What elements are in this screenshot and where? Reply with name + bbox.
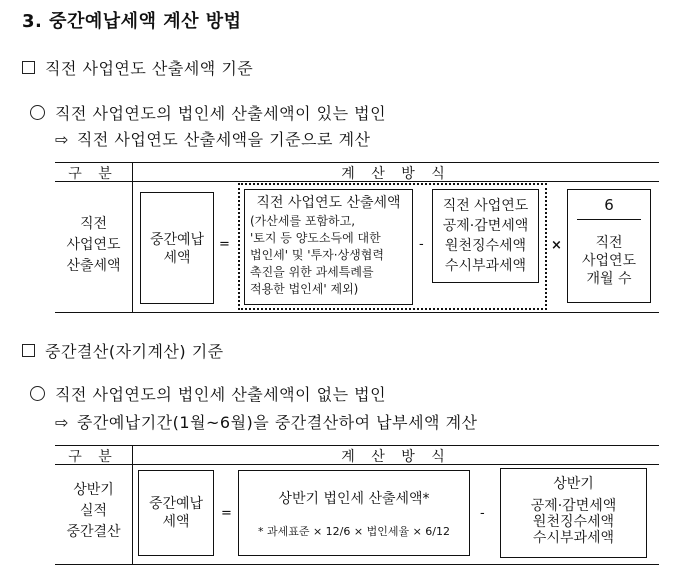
half-year-tax-title: 상반기 법인세 산출세액* (278, 491, 430, 507)
interim-tax-box: 중간예납 세액 (140, 192, 214, 304)
column-divider (132, 464, 133, 564)
header-method: 계 산 방 식 (132, 446, 659, 464)
section1-subheading: 직전 사업연도의 법인세 산출세액이 있는 법인 (30, 101, 386, 124)
section2-arrow-line: ⇨ 중간예납기간(1월~6월)을 중간결산하여 납부세액 계산 (55, 413, 478, 432)
minus-sign: - (419, 237, 424, 252)
half-year-tax-box (238, 470, 470, 556)
times-sign: × (551, 238, 562, 253)
fraction-box (567, 189, 651, 303)
prior-tax-box (244, 189, 413, 305)
section2-table (55, 445, 659, 565)
table-header (55, 446, 659, 465)
right-arrow-icon: ⇨ (55, 130, 69, 149)
equals-sign: = (221, 506, 232, 521)
prior-deduction-box: 직전 사업연도 공제·감면세액 원천징수세액 수시부과세액 (432, 189, 539, 283)
right-arrow-icon: ⇨ (55, 413, 69, 432)
prior-tax-note: (가산세를 포함하고, '토지 등 양도소득에 대한 법인세' 및 '투자·상생협력 촉진을 위한 과세특례를 적용한 법인세' 제외) (250, 214, 384, 296)
header-category: 구 분 (68, 449, 118, 465)
page-title: 3. 중간예납세액 계산 방법 (22, 11, 242, 32)
row-label: 상반기 실적 중간결산 (66, 482, 121, 540)
header-method: 계 산 방 식 (132, 163, 659, 181)
circle-bullet-icon (30, 105, 45, 120)
section2-heading: 중간결산(자기계산) 기준 (22, 339, 224, 362)
fraction-bar (577, 219, 641, 220)
circle-bullet-icon (30, 386, 45, 401)
half-year-tax-note: * 과세표준 × 12/6 × 법인세율 × 6/12 (257, 525, 451, 538)
section1-table (55, 162, 659, 313)
equals-sign: = (219, 237, 230, 252)
column-divider (132, 181, 133, 312)
section2-subheading: 직전 사업연도의 법인세 산출세액이 없는 법인 (30, 382, 386, 405)
fraction-numerator: 6 (604, 196, 614, 214)
square-bullet-icon (22, 61, 35, 74)
half-year-deduction-box: 상반기 공제·감면세액 원천징수세액 수시부과세액 (500, 468, 647, 558)
row-label: 직전 사업연도 산출세액 (66, 216, 121, 274)
prior-tax-title: 직전 사업연도 산출세액 (256, 195, 401, 211)
section1-heading: 직전 사업연도 산출세액 기준 (22, 56, 253, 79)
table-header (55, 163, 659, 182)
header-category: 구 분 (68, 166, 118, 182)
fraction-denominator: 직전 사업연도 개월 수 (581, 235, 637, 287)
section1-arrow-line: ⇨ 직전 사업연도 산출세액을 기준으로 계산 (55, 130, 371, 149)
square-bullet-icon (22, 344, 35, 357)
minus-sign: - (480, 506, 485, 521)
interim-tax-box: 중간예납 세액 (138, 470, 214, 556)
